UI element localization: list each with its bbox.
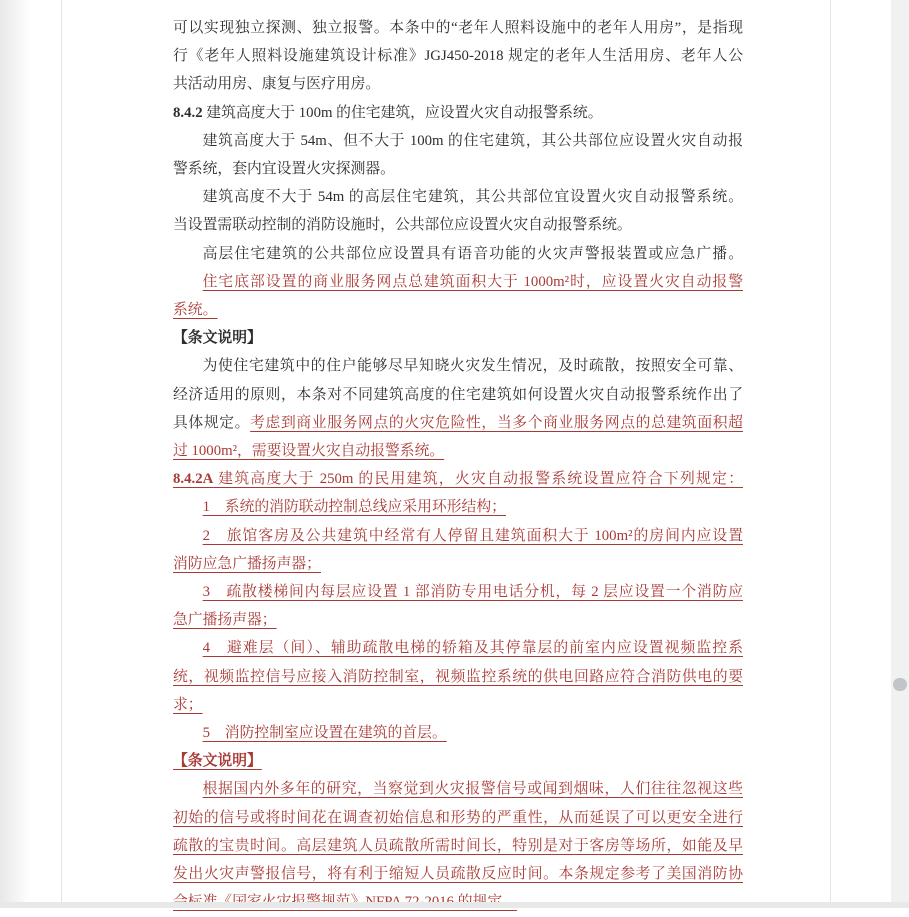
text-line [173,240,743,268]
text-segment: 建筑高度不大于 54m 的高层住宅建筑，其公共部位宜设置火灾自动报警系统。 [202,189,743,206]
text-segment: 系统。 [173,302,218,319]
document-page [173,14,743,917]
text-line [173,634,743,662]
text-line [173,550,743,578]
text-line [173,860,743,888]
text-line [173,183,743,211]
text-segment: 8.4.2 [173,104,203,121]
text-segment: 【条文说明】 [173,753,262,770]
text-line [173,352,743,380]
text-segment: 住宅底部设置的商业服务网点总建筑面积大于 1000m²时，应设置火灾自动报警 [202,273,743,290]
text-line [173,691,743,719]
text-segment: 5 消防控制室应设置在建筑的首层。 [202,725,447,742]
text-line [173,381,743,409]
text-segment: 可以实现独立探测、独立报警。本条中的“老年人照料设施中的老年人用房”，是指现 [173,20,743,36]
text-segment: 具体规定。 [173,414,251,431]
text-segment: 【条文说明】 [173,330,262,347]
text-line [173,437,743,465]
text-segment: 建筑高度大于 54m、但不大于 100m 的住宅建筑，其公共部位应设置火灾自动报 [202,132,743,149]
text-segment: 行《老年人照料设施建筑设计标准》JGJ450-2018 规定的老年人生活用房、老年人公 [173,48,743,65]
text-line [173,70,743,98]
text-segment: 2 旅馆客房及公共建筑中经常有人停留且建筑面积大于 100m²的房间内应设置 [202,527,743,544]
text-line [173,211,743,239]
text-line [173,296,743,324]
text-segment: 当设置需联动控制的消防设施时，公共部位应设置火灾自动报警系统。 [173,217,632,234]
text-line [173,719,743,747]
text-line [173,409,743,437]
text-line [173,14,743,42]
text-line [173,775,743,803]
text-segment: 共活动用房、康复与医疗用房。 [173,76,381,93]
text-line [173,663,743,691]
text-segment: 统，视频监控信号应接入消防控制室，视频监控系统的供电回路应符合消防供电的要 [173,668,743,685]
text-segment: 消防应急广播扬声器； [173,555,321,572]
text-line [173,465,743,493]
text-line [173,324,743,352]
page-edge-shadow [0,0,30,908]
text-segment: 3 疏散楼梯间内每层应设置 1 部消防专用电话分机，每 2 层应设置一个消防应 [202,584,743,601]
text-line [173,606,743,634]
text-segment: 疏散的宝贵时间。高层建筑人员疏散所需时间长，特别是对于客房等场所，如能及早 [173,837,743,854]
text-segment: 警系统，套内宜设置火灾探测器。 [173,161,395,178]
text-segment: 为使住宅建筑中的住户能够尽早知晓火灾发生情况，及时疏散，按照安全可靠、 [202,358,743,375]
text-segment: 1 系统的消防联动控制总线应采用环形结构； [202,499,506,516]
document-lines [173,14,743,917]
text-line [173,127,743,155]
text-line [173,99,743,127]
page-left-border [61,0,62,908]
text-line [173,268,743,296]
text-segment: 求； [173,696,203,713]
text-line [173,578,743,606]
text-line [173,804,743,832]
text-line [173,42,743,70]
page-right-border [830,0,831,908]
text-segment: 初始的信号或将时间花在调查初始信息和形势的严重性，从而延误了可以更安全进行 [173,809,743,826]
text-segment: 考虑到商业服务网点的火灾危险性，当多个商业服务网点的总建筑面积超 [250,414,743,431]
scrollbar-thumb[interactable] [893,678,907,691]
text-line [173,832,743,860]
scrollbar-track[interactable] [891,0,909,908]
text-line [173,522,743,550]
text-segment: 经济适用的原则，本条对不同建筑高度的住宅建筑如何设置火灾自动报警系统作出了 [173,386,743,403]
text-segment: 建筑高度大于 100m 的住宅建筑，应设置火灾自动报警系统。 [202,104,603,121]
text-line [173,155,743,183]
text-segment: 高层住宅建筑的公共部位应设置具有语音功能的火灾声警报装置或应急广播。 [202,245,743,262]
text-segment: 根据国内外多年的研究，当察觉到火灾报警信号或闻到烟味，人们往往忽视这些 [202,781,743,798]
text-line [173,747,743,775]
bottom-edge-strip [0,902,909,908]
text-segment: 过 1000m²，需要设置火灾自动报警系统。 [173,443,445,460]
text-segment: 4 避难层（间）、辅助疏散电梯的轿箱及其停靠层的前室内应设置视频监控系 [202,640,743,657]
text-segment: 发出火灾声警报信号，将有利于缩短人员疏散反应时间。本条规定参考了美国消防协 [173,866,743,883]
text-line [173,493,743,521]
text-segment: 8.4.2A [173,471,214,488]
text-segment: 建筑高度大于 250m 的民用建筑，火灾自动报警系统设置应符合下列规定： [213,471,743,488]
text-segment: 急广播扬声器； [173,612,277,629]
